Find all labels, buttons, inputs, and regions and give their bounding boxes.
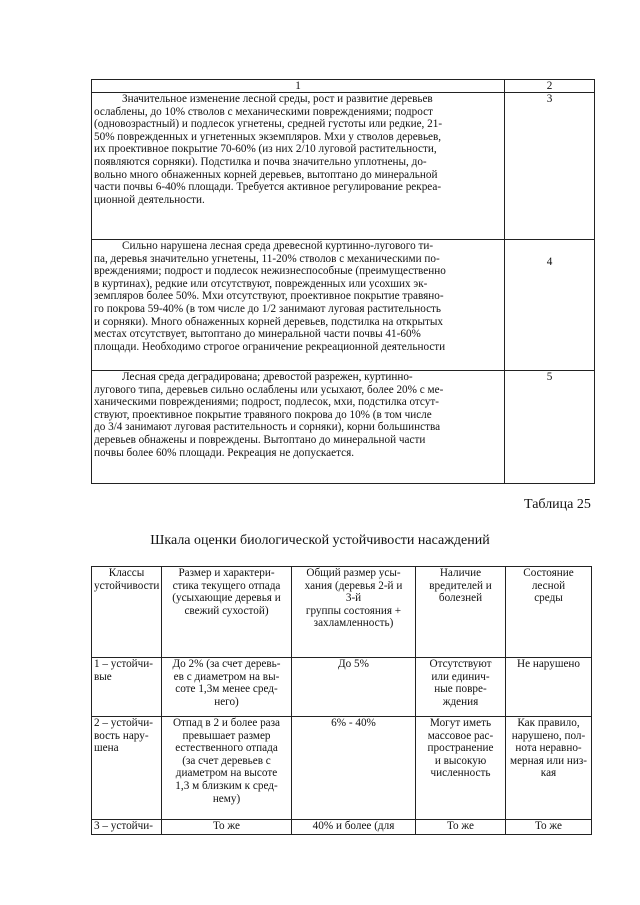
cell-line: 3 – устойчи- [94, 820, 154, 832]
cell-line: соте 1,3м менее сред- [175, 683, 278, 696]
cell [416, 820, 506, 835]
cell-line: кая [540, 767, 557, 780]
cell-line: или единич- [431, 670, 490, 683]
cell [292, 658, 416, 717]
header-line: среды [534, 592, 563, 605]
text-line: Лесная среда деградирована; древостой разрежен, куртинно- [122, 371, 413, 383]
class-cell [92, 658, 162, 717]
text-line: их проективное покрытие 70-60% (из них 2/10 луговой растительности, [94, 143, 437, 156]
previous-table-continuation [91, 79, 595, 484]
cell-line: шена [94, 742, 119, 755]
header-cell [506, 567, 592, 658]
cell-line: ные повре- [434, 683, 487, 696]
header-line: Наличие [439, 567, 482, 579]
header-cell [92, 567, 162, 658]
cell-line: То же [535, 820, 562, 832]
cell [506, 717, 592, 820]
cell-line: вость нару- [94, 729, 149, 742]
text-line: ханическими повреждениями; подрост, подлесок, мхи, подстилка отсут- [94, 396, 439, 409]
cell-line: (за счет деревьев с [182, 754, 271, 767]
header-line: стика текущего отпада [172, 579, 281, 592]
cell-line: До 2% (за счет деревь- [172, 658, 281, 670]
cell [162, 820, 292, 835]
text-line: Значительное изменение лесной среды, рост и развитие деревьев [122, 93, 433, 105]
cell [292, 717, 416, 820]
text-line: 50% поврежденных и угнетенных экземпляров. Мхи у стволов деревьев, [94, 130, 442, 143]
header-line: Классы [108, 567, 145, 579]
header-cell [416, 567, 506, 658]
cell-line: 40% и более (для [312, 820, 395, 832]
class-number: 3 [505, 93, 595, 240]
cell-line: превышает размер [182, 729, 271, 742]
class-cell [92, 717, 162, 820]
cell-line: До 5% [338, 658, 369, 670]
cell-line: Не нарушено [517, 658, 580, 670]
text-line: па, деревья значительно угнетены, 11-20% стволов с механическими по- [94, 252, 440, 265]
header-cell [162, 567, 292, 658]
cell-line: Как правило, [517, 717, 580, 729]
text-line: ствуют, проективное покрытие травяного покрова до 10% (в том числе [94, 408, 432, 421]
text-line: деревьев обнажены и повреждены. Вытоптано до минеральной части [94, 433, 426, 446]
description-cell [92, 240, 505, 371]
header-line: лесной [531, 579, 566, 592]
cell [506, 658, 592, 717]
cell-line: 6% - 40% [331, 717, 376, 729]
cell-line: Могут иметь [429, 717, 492, 729]
cell-line: диаметром на высоте [175, 767, 278, 780]
header-line: устойчивости [94, 579, 160, 592]
table-title: Шкала оценки биологической устойчивости насаждений [150, 533, 490, 548]
cell-line: ев с диаметром на вы- [173, 670, 280, 683]
text-line: появляются сорняки). Подстилка и почва значительно уплотнены, до- [94, 155, 427, 168]
cell-line: нарушено, пол- [511, 729, 586, 742]
header-line: захламленность) [313, 617, 394, 630]
text-line: го покрова 59-40% (в том числе до 1/2 занимают луговая растительность [94, 302, 442, 315]
text-line: в куртинах), редкие или отсутствуют, поврежденных или усохших эк- [94, 277, 428, 290]
cell [292, 820, 416, 835]
table-number-label: Таблица 25 [524, 497, 591, 512]
header-line: 3-й [345, 592, 362, 605]
header-line: Общий размер усы- [306, 567, 401, 579]
cell-line: ждения [442, 695, 479, 708]
text-line: местах отсутствует, вытоптано до минеральной части почвы 41-60% [94, 328, 421, 341]
cell-line: 2 – устойчи- [94, 717, 154, 729]
table-row [92, 93, 595, 240]
cell-line: численность [430, 767, 491, 780]
cell [162, 658, 292, 717]
text-line: площади. Необходимо строгое ограничение рекреационной деятельности [94, 340, 446, 353]
cell [416, 717, 506, 820]
table-row [92, 240, 595, 371]
table-row [92, 658, 592, 717]
description-cell [92, 371, 505, 484]
cell-line: вые [94, 670, 112, 683]
table-row [92, 820, 592, 835]
table-row [92, 371, 595, 484]
header-line: группы состояния + [305, 604, 402, 617]
header-line: Размер и характери- [178, 567, 275, 579]
cell-line: нота неравно- [515, 742, 582, 755]
cell-line: Отпад в 2 и более раза [172, 717, 281, 729]
text-line: почвы более 60% площади. Рекреация не допускается. [94, 446, 355, 459]
text-line: Сильно нарушена лесная среда древесной куртинно-лугового ти- [122, 240, 434, 252]
table-row [92, 717, 592, 820]
cell-line: него) [214, 695, 239, 708]
cell [416, 658, 506, 717]
column-number-1: 1 [92, 80, 505, 93]
class-cell [92, 820, 162, 835]
column-number-2: 2 [505, 80, 595, 93]
cell-line: и высокую [434, 754, 487, 767]
text-line: земпляров более 50%. Мхи отсутствуют, проективное покрытие травяно- [94, 290, 444, 303]
header-line: хания (деревья 2-й и [304, 579, 403, 592]
text-line: части почвы 6-40% площади. Требуется активное регулирование рекреа- [94, 181, 442, 194]
class-number: 4 [505, 240, 595, 371]
cell-line: естественного отпада [175, 742, 278, 755]
text-line: ослаблены, до 10% стволов с механическими повреждениями; подрост [94, 105, 433, 118]
header-line: (усыхающие деревья и [172, 592, 281, 605]
table-header-row [92, 567, 592, 658]
header-line: Состояние [523, 567, 574, 579]
text-line: ционной деятельности. [94, 193, 205, 206]
cell-line: Отсутствуют [429, 658, 492, 670]
text-line: (одновозрастный) и подлесок угнетены, средней густоты или редкие, 21- [94, 118, 443, 131]
header-line: болезней [438, 592, 483, 605]
header-line: свежий сухостой) [184, 604, 269, 617]
cell-line: То же [447, 820, 474, 832]
cell-line: мерная или низ- [509, 754, 587, 767]
text-line: лугового типа, деревьев сильно ослаблены или усыхают, более 20% с ме- [94, 383, 444, 396]
description-cell [92, 93, 505, 240]
table-header-row [92, 80, 595, 93]
cell [162, 717, 292, 820]
class-number: 5 [505, 371, 595, 484]
text-line: до 3/4 занимают луговая растительность и сорняки), корни большинства [94, 421, 441, 434]
cell-line: 1,3 м близким к сред- [175, 779, 278, 792]
text-line: вреждениями; подрост и подлесок нежизнеспособные (преимущественно [94, 265, 446, 278]
header-line: вредителей и [429, 579, 492, 592]
stability-scale-table [91, 566, 592, 835]
cell-line: нему) [212, 792, 241, 805]
cell-line: 1 – устойчи- [94, 658, 154, 670]
cell-line: массовое рас- [427, 729, 494, 742]
cell-line: То же [213, 820, 240, 832]
cell [506, 820, 592, 835]
header-cell [292, 567, 416, 658]
text-line: вольно много обнаженных корней деревьев, вытоптано до минеральной [94, 168, 438, 181]
cell-line: пространение [427, 742, 494, 755]
text-line: и сорняки). Много обнаженных корней деревьев, подстилка на открытых [94, 315, 443, 328]
